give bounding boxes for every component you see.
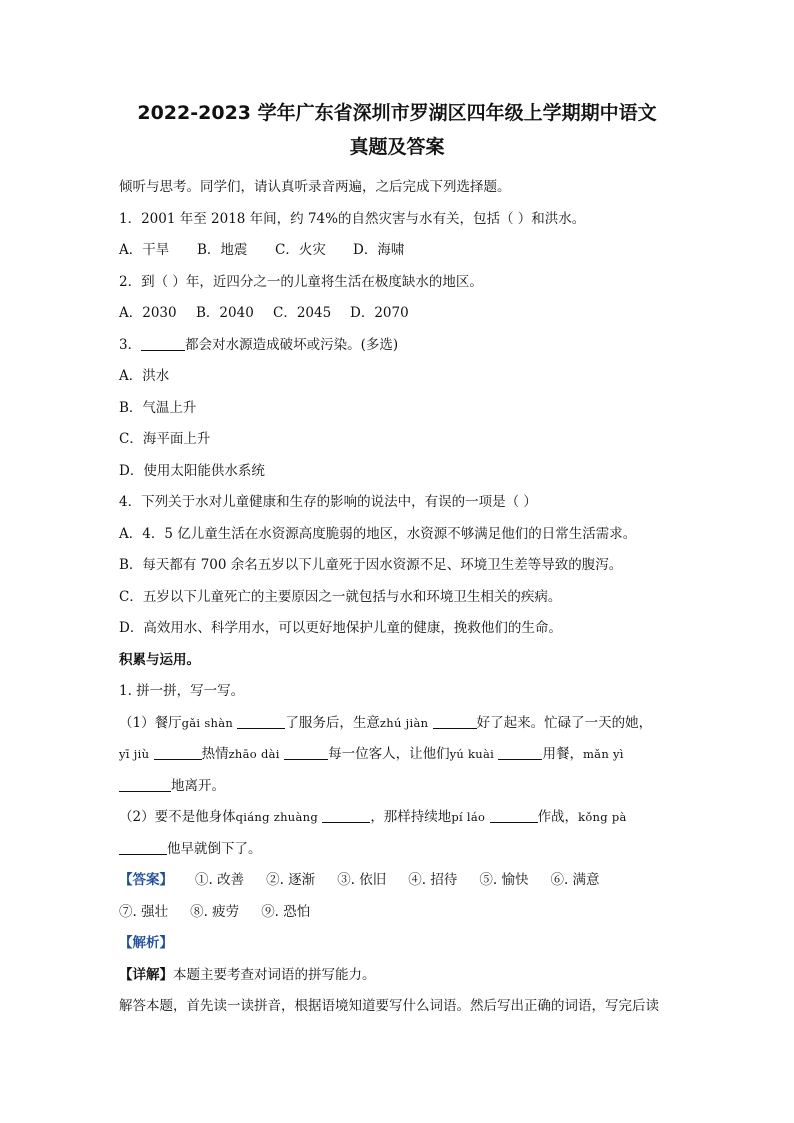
- answer-item: ⑨. 恐怕: [261, 903, 311, 920]
- q3-number: 3．: [119, 336, 142, 353]
- answer-line2: [119, 897, 675, 929]
- q3-text: 都会对水源造成破坏或污染。(多选): [185, 336, 399, 353]
- q3-blank: [141, 336, 185, 351]
- q2-option-b: B．2040: [196, 305, 254, 321]
- q1-option-c: C．火灾: [275, 242, 326, 258]
- pinyin-para2-line2: [119, 834, 675, 866]
- p1-text-d: 热情: [201, 746, 229, 762]
- p2-text-d: 他早就倒下了。: [167, 840, 262, 857]
- pinyin-man-yi: mǎn yì: [582, 747, 624, 761]
- section-heading: 积累与运用。: [119, 651, 200, 668]
- analysis-label: 【解析】: [119, 935, 173, 951]
- answer-item: ③. 依旧: [337, 872, 387, 888]
- pinyin-yi-jiu: yī jiù: [119, 747, 150, 761]
- q3-option-c: C．海平面上升: [119, 431, 211, 447]
- doc-title-line1: 2022-2023 学年广东省深圳市罗湖区四年级上学期期中语文: [137, 102, 657, 124]
- detail-line: [119, 960, 675, 992]
- blank-7: [322, 808, 370, 823]
- p2-text-c: 作战，: [537, 809, 579, 825]
- q1-option-d: D．海啸: [353, 242, 405, 258]
- q2-option-a: A．2030: [119, 305, 177, 321]
- answer-label: 【答案】: [119, 872, 173, 888]
- pinyin-pi-lao: pí láo: [451, 810, 486, 824]
- q4-stem: 4．下列关于水对儿童健康和生存的影响的说法中，有误的一项是（ ）: [119, 494, 537, 510]
- pinyin-zhao-dai: zhāo dài: [228, 747, 280, 761]
- q4-option-c: C．五岁以下儿童死亡的主要原因之一就包括与水和环境卫生相关的疾病。: [119, 588, 562, 605]
- pinyin-question-title: 1. 拼一拼，写一写。: [119, 683, 245, 699]
- pinyin-kong-pa: kǒng pà: [578, 810, 627, 824]
- pinyin-para1-line1: [119, 708, 675, 740]
- doc-title-line2: 真题及答案: [349, 136, 445, 158]
- blank-5: [498, 745, 542, 760]
- p1-text-g: 地离开。: [171, 777, 225, 794]
- blank-4: [284, 745, 328, 760]
- q1-options: [119, 235, 675, 267]
- q1-option-b: B．地震: [197, 242, 248, 258]
- answer-item: ⑧. 疲劳: [190, 903, 240, 920]
- answer-item: ⑦. 强壮: [119, 903, 169, 920]
- pinyin-para1-line3: [119, 771, 675, 803]
- q2-option-d: D．2070: [350, 305, 409, 321]
- pinyin-yu-kuai: yú kuài: [449, 747, 495, 761]
- answer-item: ①. 改善: [195, 872, 245, 888]
- explanation-line: 解答本题，首先读一读拼音，根据语境知道要写什么词语。然后写出正确的词语，写完后读: [119, 998, 659, 1014]
- answer-item: ⑤. 愉快: [479, 872, 529, 888]
- blank-8: [490, 808, 538, 823]
- q2-option-c: C．2045: [273, 305, 332, 321]
- p1-text-e: 每一位客人，让他们: [328, 746, 450, 762]
- answer-item: ⑥. 满意: [550, 872, 600, 888]
- document-page: [119, 96, 675, 1023]
- intro-text: 倾听与思考。同学们，请认真听录音两遍，之后完成下列选择题。: [119, 179, 511, 195]
- pinyin-para1-line2: [119, 739, 675, 771]
- q3-option-a: A．洪水: [119, 368, 170, 384]
- p1-text-f: 用餐，: [542, 746, 583, 762]
- p1-text-b: 了服务后，生意: [285, 714, 380, 731]
- p1-text-c: 好了起来。忙碌了一天的她，: [476, 714, 653, 731]
- pinyin-qiang-zhuang: qiáng zhuàng: [235, 810, 319, 824]
- p1-text-a: （1）餐厅: [119, 714, 182, 731]
- p2-text-a: （2）要不是他身体: [119, 809, 236, 825]
- q3-option-b: B．气温上升: [119, 399, 197, 416]
- blank-9: [119, 840, 167, 855]
- answer-item: ④. 招待: [408, 872, 458, 888]
- pinyin-zhu-jian: zhú jiàn: [379, 715, 429, 730]
- q2-options: [119, 298, 675, 330]
- answer-item: ②. 逐渐: [266, 872, 316, 888]
- q4-option-b: B．每天都有 700 余名五岁以下儿童死于因水资源不足、环境卫生差等导致的腹泻。: [119, 557, 623, 573]
- q1-option-a: A．干旱: [119, 242, 170, 258]
- pinyin-para2-line1: [119, 802, 675, 834]
- blank-1: [237, 714, 285, 729]
- pinyin-gai-shan: gǎi shàn: [181, 715, 234, 730]
- answer-line1: [119, 865, 675, 897]
- blank-3: [154, 745, 202, 760]
- detail-text: 本题主要考查对词语的拼写能力。: [173, 966, 376, 983]
- q2-stem: 2．到（ ）年，近四分之一的儿童将生活在极度缺水的地区。: [119, 273, 483, 290]
- analysis-heading: [119, 928, 675, 960]
- p2-text-b: ，那样持续地: [370, 809, 452, 825]
- q4-option-d: D．高效用水、科学用水，可以更好地保护儿童的健康，挽救他们的生命。: [119, 620, 562, 636]
- q3-stem: [119, 330, 675, 362]
- blank-2: [433, 714, 477, 729]
- detail-label: 【详解】: [119, 966, 173, 983]
- blank-6: [119, 777, 171, 792]
- q4-option-a: A．4．5 亿儿童生活在水资源高度脆弱的地区，水资源不够满足他们的日常生活需求。: [119, 525, 637, 542]
- q1-stem: 1．2001 年至 2018 年间，约 74%的自然灾害与水有关，包括（ ）和洪水。: [119, 210, 586, 227]
- q3-option-d: D．使用太阳能供水系统: [119, 462, 265, 479]
